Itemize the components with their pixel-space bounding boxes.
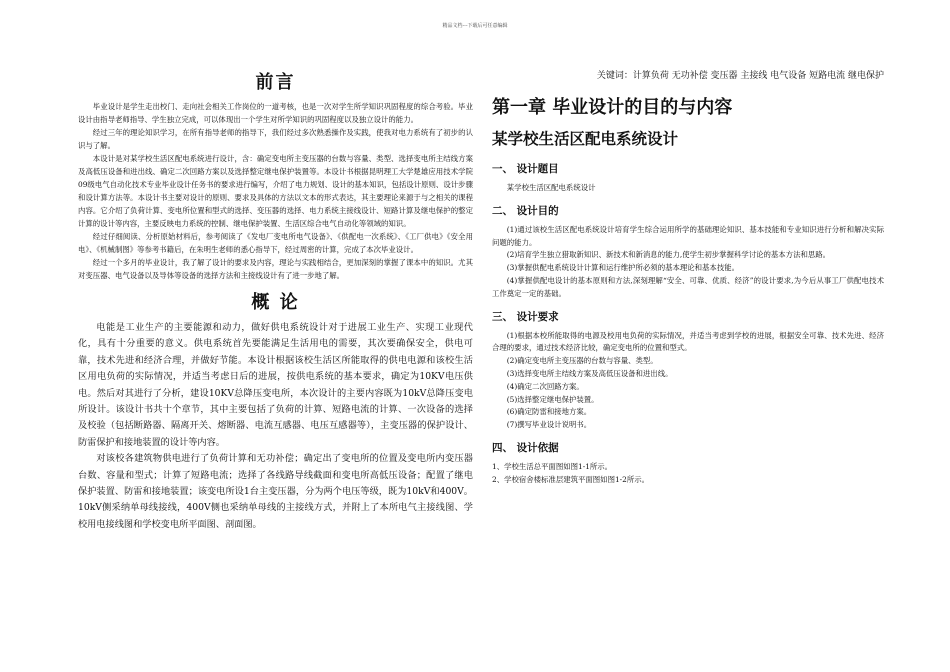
section-topic-text: 某学校生活区配电系统设计 bbox=[506, 183, 596, 192]
left-column bbox=[78, 60, 473, 533]
header-note: 精品文档---下载后可任意编辑 bbox=[442, 23, 508, 29]
purpose-item: (3)掌握供配电系统设计计算和运行维护所必须的基本理论和基本技能。 bbox=[506, 263, 739, 273]
requirement-item: (6)确定防雷和接地方案。 bbox=[506, 407, 592, 417]
section-heading-requirements: 三、 设计要求 bbox=[492, 310, 559, 323]
requirement-item: (3)选择变电所主结线方案及高低压设备和进出线。 bbox=[506, 368, 673, 378]
foreword-paragraph: 经过一个多月的毕业设计，我了解了设计的要求及内容，理论与实践相结合，更加深刻的掌握了课本中的知识。尤其对变压器、电气设备以及导体等设备的选择方法和主接线设计有了进一步地了解。 bbox=[78, 258, 473, 280]
section-heading-purpose: 二、 设计目的 bbox=[492, 204, 559, 217]
purpose-item: (1)通过该校生活区配电系统设计培育学生综合运用所学的基础理论知识、基本技能和专业知识进行分析和解决实际问题的能力。 bbox=[492, 224, 884, 247]
overview-title: 概 论 bbox=[251, 292, 300, 313]
foreword-paragraph: 经过仔细阅读、分析原始材料后，参考阅读了《发电厂变电所电气设备》、《供配电一次系统》、《工厂供电》《安全用电》、《机械制图》等参考书籍后，在朱明生老师的悉心指导下，经过周密的计算，完成了本次毕业设计。 bbox=[78, 232, 473, 254]
basis-item: 2、学校宿舍楼标准层建筑平面图如图1-2所示。 bbox=[492, 474, 650, 484]
requirement-item: (5)选择整定继电保护装置。 bbox=[506, 394, 599, 404]
requirement-item: (4)确定二次回路方案。 bbox=[506, 381, 584, 391]
keywords-line: 关键词：计算负荷 无功补偿 变压器 主接线 电气设备 短路电流 继电保护 bbox=[596, 71, 884, 81]
chapter-title: 第一章 毕业设计的目的与内容 bbox=[492, 97, 733, 118]
foreword-paragraph: 毕业设计是学生走出校门、走向社会相关工作岗位的一道考核，也是一次对学生所学知识巩固程度的综合考验。毕业设计由指导老师指导、学生独立完成，可以体现出一个学生对所学知识的巩固程度以及独立设计的能力。 bbox=[78, 102, 473, 124]
foreword-paragraph: 经过三年的理论知识学习，在所有指导老师的指导下，我们经过多次熟悉操作及实践，使我对电力系统有了初步的认识与了解。 bbox=[78, 128, 473, 150]
foreword-paragraph: 本设计是对某学校生活区配电系统进行设计，含：确定变电所主变压器的台数与容量、类型、选择变电所主结线方案及高低压设备和进出线、确定二次回路方案以及选择整定继电保护装置等。本设计书根据昆明理工大学楚雄应用技术学院09级电气自动化技术专业毕业设计任务书的要求进行编写，介绍了电力规划、设计的基本知识，包括设计原则、设计步骤和设计算方法等。本设计书主要对设计的原则、要求及具体的方法以文本的形式表达，其主要理论来源于与之相关的课程内容。它介绍了负荷计算、变电所位置和型式的选择、变压器的选择、电力系统主接线设计、短路计算及继电保护的整定计算的设计等内容，主要反映电力系统的控制、继电保护装置、生活区综合电气自动化等领域的知识。 bbox=[78, 154, 473, 228]
purpose-item: (4)掌握供配电设计的基本原则和方法,深刻理解“安全、可靠、优质、经济”的设计要求,为今后从事工厂供配电技术工作奠定一定的基础。 bbox=[492, 275, 884, 298]
requirement-item: (1)根据本校所能取得的电源及校用电负荷的实际情况，并适当考虑到学校的进展，根据安全可靠、技术先进、经济合理的要求，通过技术经济比较，确定变电所的位置和型式。 bbox=[492, 330, 884, 353]
section-heading-basis: 四、 设计依据 bbox=[492, 441, 559, 454]
requirement-item: (2)确定变电所主变压器的台数与容量、类型。 bbox=[506, 356, 658, 366]
document-subtitle: 某学校生活区配电系统设计 bbox=[492, 129, 679, 148]
purpose-item: (2)培育学生独立猎取新知识、新技术和新消息的能力,使学生初步掌握科学讨论的基本方法和思路。 bbox=[506, 250, 831, 260]
section-heading-topic: 一、 设计题目 bbox=[492, 163, 559, 175]
basis-item: 1、学校生活总平面图如图1-1所示。 bbox=[492, 461, 613, 471]
overview-paragraph: 电能是工业生产的主要能源和动力，做好供电系统设计对于进展工业生产、实现工业现代化，具有十分重要的意义。供电系统首先要能满足生活用电的需要，其次要确保安全，供电可靠，技术先进和经济合理，并做好节能。本设计根据该校生活区所能取得的供电电源和该校生活区用电负荷的实际情况，并适当考虑日后的进展，按供电系统的基本要求，确定为10KV电压供电。然后对其进行了分析，建设10KV总降压变电所，本次设计的主要内容既为10kV总降压变电所设计。该设计书共十个章节，其中主要包括了负荷的计算、短路电流的计算、一次设备的选择及校验（包括断路器、隔离开关、熔断器、电流互感器、电压互感器等），主变压器的保护设计、防雷保护和接地装置的设计等内容。 bbox=[78, 322, 473, 448]
overview-paragraph: 对该校各建筑物供电进行了负荷计算和无功补偿；确定出了变电所的位置及变电所内变压器台数、容量和型式；计算了短路电流；选择了各线路导线截面和变电所高低压设备；配置了继电保护装置、防雷和接地装置；该变电所设1台主变压器，分为两个电压等级，既为10kV和400V。10kV侧采纳单母线接线，400V侧也采纳单母线的主接线方式，并附上了本所电气主接线图、学校用电接线图和学校变电所平面图、剖面图。 bbox=[78, 453, 473, 530]
requirement-item: (7)撰写毕业设计说明书。 bbox=[506, 420, 592, 430]
right-column bbox=[492, 60, 884, 487]
foreword-title: 前言 bbox=[255, 72, 296, 93]
